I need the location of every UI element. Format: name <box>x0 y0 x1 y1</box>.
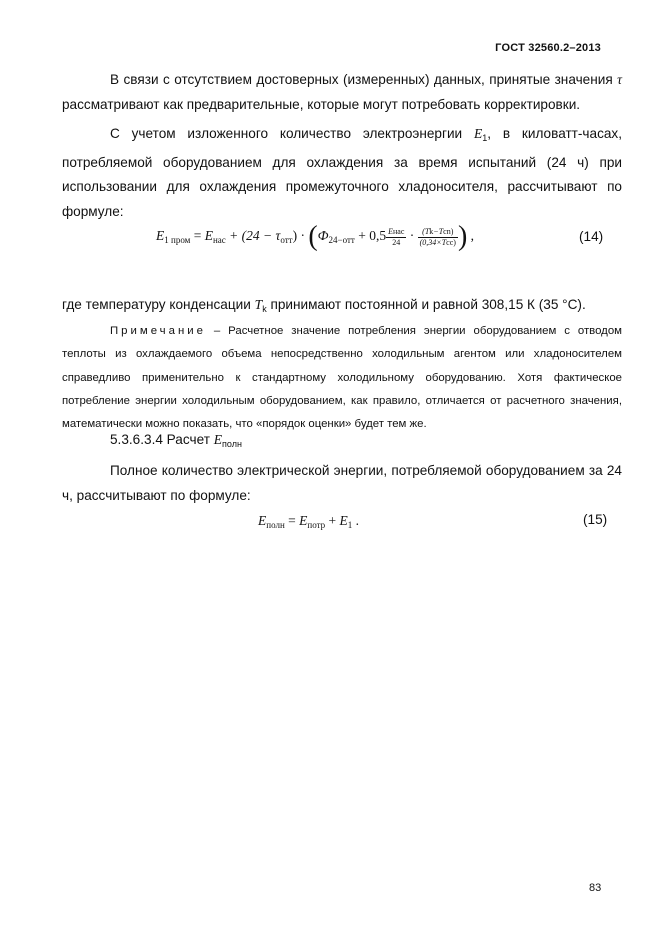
paragraph-condensation-temperature: где температуру конденсации $T_k$ принимают постоянной и равной 308,15 К (35 °С). <box>62 297 586 314</box>
paragraph-preliminary-values: В связи с отсутствием достоверных (измеренных) данных, принятые значения τ рассматривают как предварительные, которые могут потребовать корректировки. <box>62 72 622 112</box>
section-heading: 5.3.6.3.4 Расчет $E_{полн}$ <box>110 432 242 449</box>
paragraph-energy-calculation: С учетом изложенного количество электроэнергии $E_1$, в киловатт-часах, потребляемой оборудованием для охлаждения за время испытаний (24 ч) при использовании для охлаждения промежуточного хладоносителя, рассчитывают по формуле: <box>62 126 623 219</box>
document-code-header: ГОСТ 32560.2–2013 <box>495 42 601 54</box>
fraction-enas-24: $\frac{\text{Eнас}}{24}$ <box>388 226 405 247</box>
note-label: Примечание <box>110 325 206 337</box>
note-paragraph: Примечание – Расчетное значение потребления энергии оборудованием с отводом теплоты из охлаждаемого объема непосредственно холодильным агентом или хладоносителем справедливо применительно к стандартному холодильному оборудованию. Хотя фактическое потребление энергии холодильным оборудованием, как правило, отличается от расчетного значения, математически можно показать, что «порядок оценки» будет тем же. <box>62 325 622 431</box>
page-number: 83 <box>589 882 602 894</box>
equation-number-15: (15) <box>583 512 608 527</box>
open-paren: ( <box>308 221 318 252</box>
paragraph-total-energy: Полное количество электрической энергии, потребляемой оборудованием за 24 ч, рассчитывают по формуле: <box>62 463 622 503</box>
equation-14: $E_{1 пром} = E_{нас} + (24 - \tau_{отт}) \cdot (Ф_{24-отт} + 0,5$ $\frac{\text{Eнас}}{24}$ · $\frac{\text{(Tk−Tcn)}}{\text{(0,34×Tcc)}}$ ) , <box>156 221 475 252</box>
tau-symbol: τ <box>617 72 622 87</box>
fraction-temperature: $\frac{\text{(Tk−Tcn)}}{\text{(0,34×Tcc)}}$ <box>419 226 456 247</box>
close-paren: ) <box>457 221 468 252</box>
equation-number-14: (14) <box>579 229 604 244</box>
equation-15: $E_{полн} = E_{потр} + E_1$ . <box>258 513 360 530</box>
